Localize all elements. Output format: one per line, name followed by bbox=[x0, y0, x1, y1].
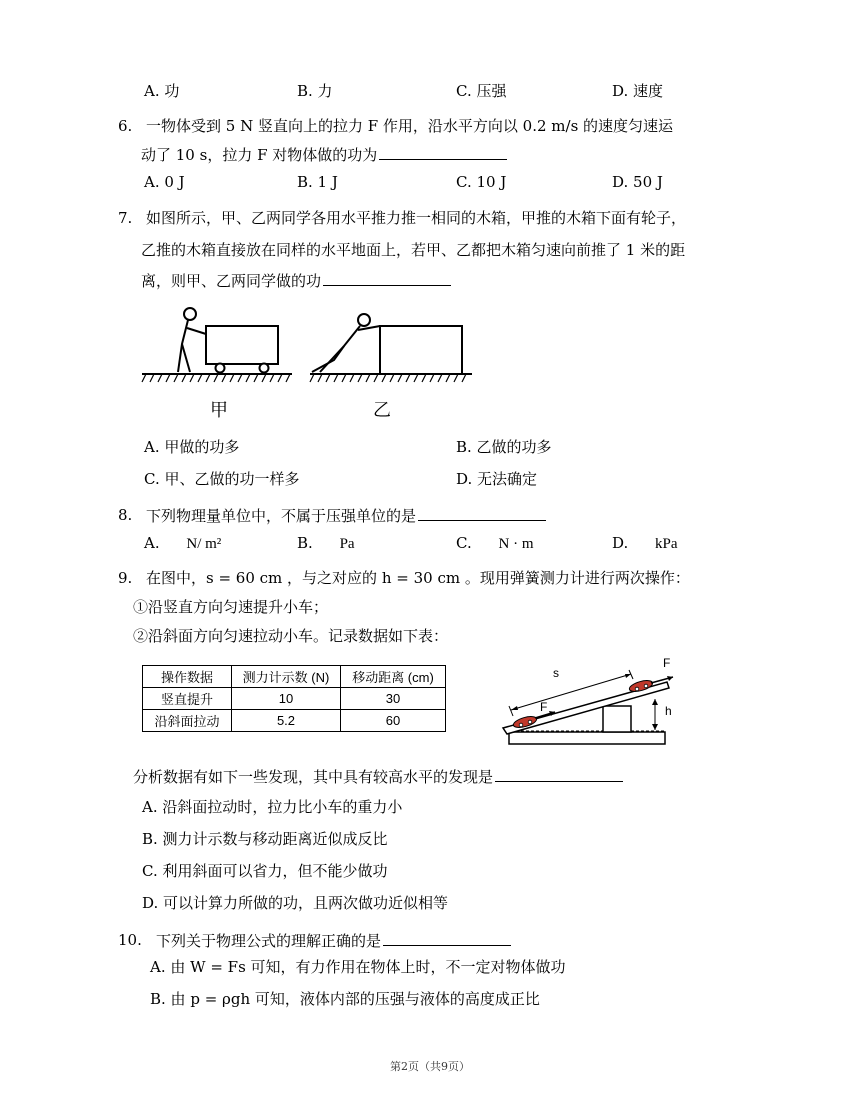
support-block bbox=[603, 706, 631, 732]
q9-stem-line bbox=[133, 766, 623, 787]
q6-text-line2 bbox=[141, 144, 507, 165]
table-header-cell: 测力计示数 (N) bbox=[232, 666, 341, 688]
label-yi: 乙 bbox=[373, 400, 391, 421]
q8-stem: 下列物理量单位中，不属于压强单位的是 bbox=[146, 507, 417, 525]
q6-option-d: D. 50 J bbox=[612, 173, 663, 191]
q9-incline-figure bbox=[495, 652, 675, 752]
q9-step1: ①沿竖直方向匀速提升小车； bbox=[133, 598, 329, 616]
q10-option-b: B. 由 p = ρgh 可知，液体内部的压强与液体的高度成正比 bbox=[150, 990, 540, 1008]
ground-hatch-left bbox=[142, 374, 290, 382]
q8-option-c-letter: C. bbox=[456, 534, 472, 552]
wheel-left bbox=[216, 364, 225, 373]
q9-option-c: C. 利用斜面可以省力，但不能少做功 bbox=[142, 862, 388, 880]
q9-text-line1: 在图中，s = 60 cm ，与之对应的 h = 30 cm 。现用弹簧测力计进行两次操作： bbox=[146, 569, 690, 587]
q6-option-a: A. 0 J bbox=[144, 173, 185, 191]
q8-option-c bbox=[456, 533, 534, 554]
table-cell: 5.2 bbox=[232, 710, 341, 732]
q9-option-b: B. 测力计示数与移动距离近似成反比 bbox=[142, 830, 388, 848]
q8-text bbox=[146, 505, 546, 526]
table-header-cell: 操作数据 bbox=[143, 666, 232, 688]
label-jia: 甲 bbox=[210, 400, 228, 421]
q9-answer-blank[interactable] bbox=[495, 766, 623, 782]
q8-option-b-value: Pa bbox=[339, 536, 355, 552]
q10-number: 10. bbox=[118, 931, 142, 949]
q6-stem: 动了 10 s，拉力 F 对物体做的功为 bbox=[141, 146, 378, 164]
q8-option-a bbox=[144, 533, 221, 554]
q8-option-d-letter: D. bbox=[612, 534, 629, 552]
q6-option-c: C. 10 J bbox=[456, 173, 507, 191]
q8-option-d-value: kPa bbox=[655, 536, 678, 552]
q10-stem: 下列关于物理公式的理解正确的是 bbox=[156, 932, 382, 950]
q8-option-a-letter: A. bbox=[144, 534, 160, 552]
q6-number: 6. bbox=[118, 117, 133, 135]
person-yi bbox=[312, 314, 380, 372]
table-cell: 30 bbox=[341, 688, 446, 710]
q5-option-b: B. 力 bbox=[297, 82, 333, 100]
table-row bbox=[143, 688, 446, 710]
q8-answer-blank[interactable] bbox=[418, 505, 546, 521]
q9-option-a: A. 沿斜面拉动时，拉力比小车的重力小 bbox=[142, 798, 403, 816]
q9-data-table bbox=[142, 665, 446, 732]
ground-hatch-right bbox=[310, 374, 466, 382]
table-cell: 竖直提升 bbox=[143, 688, 232, 710]
label-F-top: F bbox=[663, 656, 671, 670]
q10-text bbox=[156, 930, 511, 951]
q7-option-b: B. 乙做的功多 bbox=[456, 438, 552, 456]
q6-answer-blank[interactable] bbox=[379, 144, 507, 160]
q8-number: 8. bbox=[118, 506, 133, 524]
q7-text-line2: 乙推的木箱直接放在同样的水平地面上，若甲、乙都把木箱匀速向前推了 1 米的距 bbox=[141, 241, 686, 259]
q8-option-d bbox=[612, 533, 678, 554]
q7-answer-blank[interactable] bbox=[323, 270, 451, 286]
q5-option-d: D. 速度 bbox=[612, 82, 664, 100]
q8-option-c-value: N · m bbox=[498, 536, 534, 552]
q8-option-b-letter: B. bbox=[297, 534, 313, 552]
q9-stem: 分析数据有如下一些发现，其中具有较高水平的发现是 bbox=[133, 768, 494, 786]
label-F-low: F bbox=[540, 700, 548, 714]
label-s: s bbox=[553, 666, 559, 680]
q7-figure bbox=[140, 300, 480, 425]
q8-option-a-value: N/ m² bbox=[186, 536, 222, 552]
person-jia bbox=[178, 308, 206, 372]
q7-text-line1: 如图所示，甲、乙两同学各用水平推力推一相同的木箱，甲推的木箱下面有轮子， bbox=[146, 209, 687, 227]
q10-option-a: A. 由 W = Fs 可知，有力作用在物体上时，不一定对物体做功 bbox=[150, 958, 566, 976]
q6-option-b: B. 1 J bbox=[297, 173, 338, 191]
q7-option-d: D. 无法确定 bbox=[456, 470, 538, 488]
table-cell: 60 bbox=[341, 710, 446, 732]
q9-step2: ②沿斜面方向匀速拉动小车。记录数据如下表： bbox=[133, 627, 449, 645]
base-plate bbox=[509, 732, 665, 744]
q10-answer-blank[interactable] bbox=[383, 930, 511, 946]
q9-number: 9. bbox=[118, 569, 133, 587]
q7-number: 7. bbox=[118, 209, 133, 227]
q5-option-c: C. 压强 bbox=[456, 82, 507, 100]
q7-option-a: A. 甲做的功多 bbox=[144, 438, 240, 456]
q5-option-a: A. 功 bbox=[144, 82, 180, 100]
table-row bbox=[143, 710, 446, 732]
q7-text-line3 bbox=[141, 270, 451, 291]
page-footer: 第2页（共9页） bbox=[390, 1060, 470, 1073]
q8-option-b bbox=[297, 533, 355, 554]
table-header-row bbox=[143, 666, 446, 688]
box-on-ground bbox=[380, 326, 462, 374]
box-with-wheels bbox=[206, 326, 278, 364]
wheel-right bbox=[260, 364, 269, 373]
q7-stem: 离，则甲、乙两同学做的功 bbox=[141, 272, 322, 290]
q6-text-line1: 一物体受到 5 N 竖直向上的拉力 F 作用，沿水平方向以 0.2 m/s 的速度匀速运 bbox=[146, 117, 674, 135]
label-h: h bbox=[665, 704, 672, 718]
q9-option-d: D. 可以计算力所做的功，且两次做功近似相等 bbox=[142, 894, 449, 912]
q7-option-c: C. 甲、乙做的功一样多 bbox=[144, 470, 300, 488]
table-header-cell: 移动距离 (cm) bbox=[341, 666, 446, 688]
table-cell: 10 bbox=[232, 688, 341, 710]
table-cell: 沿斜面拉动 bbox=[143, 710, 232, 732]
